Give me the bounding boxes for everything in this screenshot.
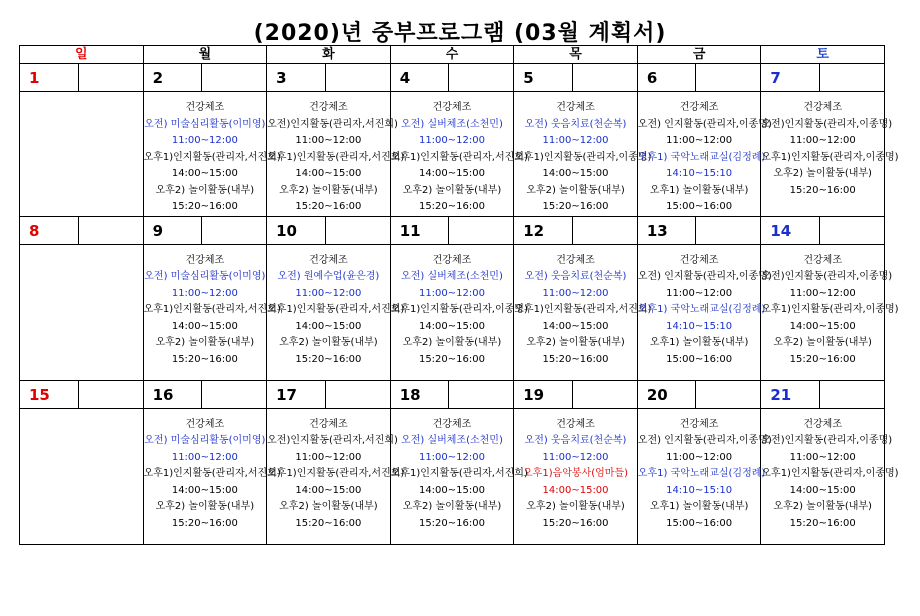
- date-number: 9: [152, 221, 163, 240]
- schedule-line: 오후2) 놀이활동(내부): [402, 501, 502, 512]
- date-cell-inner: [391, 64, 514, 91]
- schedule-lines: [143, 409, 281, 533]
- schedule-line: 건강체조: [556, 418, 595, 430]
- schedule-line: 오후1)인지활동(관리자,서진희): [143, 304, 281, 315]
- date-divider: [325, 381, 390, 408]
- schedule-cell: [637, 244, 772, 380]
- schedule-line: 오전) 미술심리활동(이미영): [144, 271, 266, 282]
- schedule-line: 오후2) 놀이활동(내부): [773, 168, 872, 179]
- date-number: 6: [646, 69, 658, 87]
- schedule-lines: [514, 245, 652, 369]
- schedule-line: 오후1) 놀이활동(내부): [649, 501, 749, 512]
- date-divider: [819, 217, 884, 244]
- schedule-line: 오후1)인지활동(관리자,서진희): [267, 151, 405, 163]
- schedule-cell: [267, 244, 405, 380]
- schedule-line: 오후1) 국악노래교실(김정례): [637, 151, 766, 163]
- date-number: 16: [152, 385, 174, 404]
- date-number: 12: [523, 221, 545, 240]
- schedule-cell: [143, 408, 281, 544]
- weekday-label: 화: [322, 47, 335, 62]
- weekday-label: 금: [692, 47, 706, 62]
- schedule-line: 15:20~16:00: [295, 517, 362, 529]
- schedule-line: 건강체조: [309, 418, 348, 430]
- date-cell: [20, 380, 144, 408]
- schedule-lines: [143, 245, 281, 369]
- schedule-lines: [20, 245, 143, 253]
- schedule-line: 오전) 인지활동(관리자,이종명): [637, 118, 772, 130]
- schedule-lines: [390, 92, 528, 216]
- date-cell-inner: [20, 381, 143, 408]
- schedule-line: 14:00~15:00: [171, 320, 238, 332]
- schedule-line: 건강체조: [803, 102, 842, 113]
- date-cell-inner: [514, 64, 637, 91]
- schedule-line: 오후1) 놀이활동(내부): [649, 337, 749, 348]
- schedule-line: 오후2) 놀이활동(내부): [279, 501, 378, 512]
- date-cell: [637, 380, 761, 408]
- date-number: 13: [646, 221, 668, 240]
- schedule-line: 15:20~16:00: [542, 517, 609, 529]
- date-divider: [695, 64, 760, 91]
- schedule-lines: [267, 92, 405, 216]
- schedule-line: 오후2) 놀이활동(내부): [155, 184, 255, 196]
- date-number: 21: [770, 385, 792, 404]
- date-cell-inner: [638, 64, 761, 91]
- schedule-line: 오전) 인지활동(관리자,이종명): [637, 435, 772, 446]
- schedule-line: 15:20~16:00: [542, 353, 609, 365]
- schedule-line: 11:00~12:00: [542, 451, 609, 463]
- date-divider: [78, 217, 143, 244]
- date-cell: [514, 380, 638, 408]
- schedule-line: 오후2) 놀이활동(내부): [155, 501, 255, 512]
- schedule-line: 건강체조: [803, 254, 842, 266]
- schedule-lines: [20, 409, 143, 417]
- schedule-line: 11:00~12:00: [542, 135, 609, 146]
- schedule-line: 15:20~16:00: [295, 201, 362, 212]
- date-divider: [78, 381, 143, 408]
- date-number: 5: [523, 69, 534, 87]
- schedule-line: 오후1) 놀이활동(내부): [649, 184, 749, 196]
- date-row: [20, 380, 885, 408]
- schedule-line: 오후1)인지활동(관리자,서진희): [390, 151, 528, 163]
- date-number: 7: [770, 69, 781, 87]
- schedule-line: 14:00~15:00: [418, 320, 485, 332]
- date-cell: [143, 64, 267, 92]
- schedule-cell: [390, 408, 528, 544]
- schedule-cell: [390, 244, 528, 380]
- schedule-line: 14:00~15:00: [295, 484, 362, 496]
- schedule-cell: [20, 244, 144, 380]
- schedule-line: 14:00~15:00: [171, 168, 238, 179]
- schedule-line: 오전)인지활동(관리자,이종명): [761, 435, 893, 446]
- schedule-line: 건강체조: [309, 254, 348, 266]
- schedule-line: 건강체조: [679, 102, 719, 113]
- schedule-line: 오전) 미술심리활동(이미영): [144, 118, 266, 130]
- schedule-cell: [20, 408, 144, 544]
- schedule-line: 오전) 실버체조(소천민): [401, 435, 503, 446]
- date-cell: [267, 216, 391, 244]
- weekday-sun: [20, 46, 144, 64]
- schedule-line: 11:00~12:00: [171, 287, 238, 299]
- schedule-line: 14:00~15:00: [418, 484, 485, 496]
- date-divider: [819, 64, 884, 91]
- schedule-line: 14:10~15:10: [666, 484, 733, 496]
- date-divider: [201, 64, 266, 91]
- schedule-lines: [761, 245, 899, 369]
- weekday-label: 일: [75, 47, 88, 62]
- weekday-label: 월: [198, 47, 212, 62]
- date-cell-inner: [638, 381, 761, 408]
- schedule-line: 오전) 원예수업(윤은경): [277, 271, 380, 282]
- schedule-line: 15:20~16:00: [418, 517, 485, 529]
- schedule-lines: [637, 92, 772, 216]
- schedule-lines: [267, 409, 405, 533]
- page-title: (2020)년 중부프로그램 (03월 계획서): [253, 21, 667, 46]
- date-divider: [572, 64, 637, 91]
- date-number: 11: [399, 221, 421, 240]
- schedule-line: 11:00~12:00: [666, 287, 733, 299]
- date-divider: [695, 217, 760, 244]
- schedule-line: 오전) 웃음치료(천순복): [524, 118, 627, 130]
- schedule-cell: [267, 92, 405, 217]
- date-cell: [637, 216, 761, 244]
- date-number: 1: [29, 69, 40, 87]
- date-cell: [143, 216, 267, 244]
- schedule-line: 건강체조: [309, 102, 348, 113]
- schedule-line: 건강체조: [185, 418, 225, 430]
- schedule-line: 오후1) 국악노래교실(김정례): [637, 304, 766, 315]
- schedule-line: 15:20~16:00: [789, 184, 856, 196]
- date-number: 20: [646, 385, 668, 404]
- date-cell: [267, 64, 391, 92]
- schedule-line: 14:00~15:00: [542, 320, 609, 332]
- date-number: 4: [399, 69, 411, 87]
- date-cell-inner: [20, 64, 143, 91]
- schedule-cell: [761, 92, 899, 217]
- schedule-line: 건강체조: [432, 418, 472, 430]
- schedule-line: 11:00~12:00: [418, 135, 485, 146]
- schedule-cell: [267, 408, 405, 544]
- schedule-line: 15:20~16:00: [789, 353, 856, 365]
- weekday-mon: [143, 46, 267, 64]
- date-divider: [201, 217, 266, 244]
- date-number: 8: [29, 221, 40, 240]
- date-number: 15: [29, 385, 50, 404]
- date-cell: [20, 216, 144, 244]
- date-cell-inner: [20, 217, 143, 244]
- schedule-lines: [514, 409, 637, 533]
- schedule-line: 11:00~12:00: [295, 451, 362, 463]
- schedule-line: 오전) 인지활동(관리자,이종명): [637, 271, 772, 282]
- date-divider: [448, 64, 513, 91]
- date-number: 3: [276, 69, 287, 87]
- date-cell: [761, 64, 885, 92]
- weekday-fri: [637, 46, 761, 64]
- schedule-lines: [390, 245, 528, 369]
- date-cell-inner: [761, 217, 884, 244]
- date-cell: [267, 380, 391, 408]
- date-divider: [78, 64, 143, 91]
- schedule-line: 11:00~12:00: [789, 135, 856, 146]
- schedule-line: 15:20~16:00: [171, 201, 238, 212]
- weekday-wed: [390, 46, 514, 64]
- date-cell-inner: [144, 64, 267, 91]
- weekday-label: 목: [569, 47, 582, 62]
- schedule-line: 11:00~12:00: [171, 451, 238, 463]
- date-row: [20, 64, 885, 92]
- date-number: 10: [276, 221, 297, 240]
- schedule-line: 14:00~15:00: [542, 168, 609, 179]
- schedule-line: 14:10~15:10: [666, 168, 733, 179]
- schedule-lines: [390, 409, 528, 533]
- schedule-line: 오후2) 놀이활동(내부): [773, 337, 872, 348]
- date-number: 19: [523, 385, 545, 404]
- schedule-line: 건강체조: [432, 254, 472, 266]
- schedule-line: 오후2) 놀이활동(내부): [526, 501, 625, 512]
- schedule-line: 오전)인지활동(관리자,이종명): [761, 118, 893, 130]
- date-divider: [325, 64, 390, 91]
- date-cell: [637, 64, 761, 92]
- schedule-line: 오전)인지활동(관리자,서진희): [267, 118, 398, 130]
- schedule-line: 11:00~12:00: [171, 135, 238, 146]
- schedule-line: 오후1)인지활동(관리자,이종명): [514, 151, 652, 163]
- schedule-line: 오후2) 놀이활동(내부): [526, 184, 625, 196]
- schedule-line: 오후2) 놀이활동(내부): [402, 184, 502, 196]
- schedule-line: 11:00~12:00: [789, 451, 856, 463]
- schedule-line: 오전)인지활동(관리자,이종명): [761, 271, 893, 282]
- date-number: 18: [399, 385, 421, 404]
- schedule-line: 오후1)인지활동(관리자,서진희): [514, 304, 652, 315]
- schedule-row: [20, 408, 885, 544]
- schedule-line: 14:00~15:00: [418, 168, 485, 179]
- date-cell: [390, 380, 514, 408]
- schedule-row: [20, 92, 885, 217]
- schedule-cell: [761, 244, 899, 380]
- schedule-line: 오전) 미술심리활동(이미영): [144, 435, 266, 446]
- schedule-cell: [761, 408, 899, 544]
- schedule-line: 14:00~15:00: [171, 484, 238, 496]
- schedule-line: 오후2) 놀이활동(내부): [402, 337, 502, 348]
- date-divider: [572, 217, 637, 244]
- schedule-lines: [20, 92, 143, 100]
- schedule-line: 14:10~15:10: [666, 320, 733, 332]
- schedule-line: 11:00~12:00: [789, 287, 856, 299]
- date-divider: [819, 381, 884, 408]
- schedule-lines: [514, 92, 652, 216]
- schedule-line: 11:00~12:00: [295, 287, 362, 299]
- schedule-row: [20, 244, 885, 380]
- schedule-line: 오전) 웃음치료(천순복): [524, 435, 627, 446]
- date-cell: [143, 380, 267, 408]
- schedule-line: 오후2) 놀이활동(내부): [155, 337, 255, 348]
- schedule-line: 15:20~16:00: [418, 201, 485, 212]
- date-cell: [390, 216, 514, 244]
- schedule-cell: [20, 92, 144, 217]
- date-cell-inner: [514, 217, 637, 244]
- schedule-cell: [637, 408, 772, 544]
- schedule-line: 15:00~16:00: [666, 353, 733, 365]
- date-cell-inner: [144, 381, 267, 408]
- date-cell-inner: [391, 381, 514, 408]
- schedule-line: 오후1)인지활동(관리자,이종명): [761, 151, 899, 163]
- date-divider: [572, 381, 637, 408]
- date-divider: [695, 381, 760, 408]
- date-divider: [448, 217, 513, 244]
- schedule-line: 오후1)음악봉사(엄마들): [523, 468, 629, 479]
- date-cell: [20, 64, 144, 92]
- date-cell: [761, 380, 885, 408]
- calendar-body: [20, 64, 899, 545]
- schedule-line: 11:00~12:00: [418, 287, 485, 299]
- date-cell: [514, 216, 638, 244]
- date-divider: [448, 381, 513, 408]
- schedule-line: 15:20~16:00: [295, 353, 362, 365]
- date-cell-inner: [514, 381, 637, 408]
- date-number: 2: [152, 69, 163, 87]
- schedule-lines: [143, 92, 281, 216]
- schedule-line: 오후2) 놀이활동(내부): [279, 337, 378, 348]
- date-cell-inner: [761, 64, 884, 91]
- date-number: 17: [276, 385, 297, 404]
- schedule-line: 건강체조: [556, 254, 595, 266]
- schedule-lines: [761, 409, 899, 533]
- schedule-line: 오후1)인지활동(관리자,이종명): [390, 304, 528, 315]
- schedule-lines: [761, 92, 899, 199]
- schedule-line: 오전) 실버체조(소천민): [401, 271, 503, 282]
- schedule-line: 11:00~12:00: [666, 451, 733, 463]
- date-cell-inner: [761, 381, 884, 408]
- date-cell: [390, 64, 514, 92]
- schedule-line: 오후1)인지활동(관리자,이종명): [761, 468, 899, 479]
- date-cell-inner: [267, 64, 390, 91]
- schedule-line: 건강체조: [185, 102, 225, 113]
- schedule-line: 15:20~16:00: [542, 201, 609, 212]
- weekday-thu: [514, 46, 638, 64]
- schedule-line: 건강체조: [185, 254, 225, 266]
- schedule-line: 오후1)인지활동(관리자,서진희): [143, 468, 281, 479]
- schedule-line: 건강체조: [679, 418, 719, 430]
- schedule-line: 14:00~15:00: [295, 320, 362, 332]
- schedule-line: 오후1)인지활동(관리자,서진희): [267, 468, 405, 479]
- schedule-line: 오후2) 놀이활동(내부): [279, 184, 378, 196]
- schedule-line: 오후2) 놀이활동(내부): [773, 501, 872, 512]
- date-cell-inner: [267, 381, 390, 408]
- schedule-cell: [514, 92, 652, 217]
- schedule-line: 오후1)인지활동(관리자,서진희): [390, 468, 528, 479]
- schedule-line: 14:00~15:00: [542, 484, 609, 496]
- schedule-line: 오후2) 놀이활동(내부): [526, 337, 625, 348]
- weekday-sat: [761, 46, 885, 64]
- schedule-line: 11:00~12:00: [542, 287, 609, 299]
- schedule-line: 건강체조: [432, 102, 472, 113]
- schedule-line: 15:20~16:00: [171, 517, 238, 529]
- schedule-line: 15:00~16:00: [666, 201, 733, 212]
- schedule-line: 오후1)인지활동(관리자,서진희): [143, 151, 281, 163]
- schedule-line: 오전)인지활동(관리자,서진희): [267, 435, 398, 446]
- date-number: 14: [770, 221, 792, 240]
- schedule-line: 오후1)인지활동(관리자,이종명): [761, 304, 899, 315]
- date-cell-inner: [391, 217, 514, 244]
- schedule-line: 오후1)인지활동(관리자,서진희): [267, 304, 405, 315]
- date-row: [20, 216, 885, 244]
- schedule-cell: [143, 92, 281, 217]
- schedule-cell: [514, 244, 652, 380]
- schedule-cell: [390, 92, 528, 217]
- schedule-line: 11:00~12:00: [666, 135, 733, 146]
- schedule-line: 오전) 웃음치료(천순복): [524, 271, 627, 282]
- schedule-line: 건강체조: [803, 418, 842, 430]
- schedule-lines: [637, 245, 772, 369]
- schedule-line: 14:00~15:00: [295, 168, 362, 179]
- schedule-line: 건강체조: [679, 254, 719, 266]
- date-cell-inner: [144, 217, 267, 244]
- schedule-line: 11:00~12:00: [418, 451, 485, 463]
- weekday-header-row: [20, 46, 885, 64]
- schedule-line: 건강체조: [556, 102, 595, 113]
- schedule-cell: [143, 244, 281, 380]
- date-divider: [201, 381, 266, 408]
- schedule-cell: [514, 408, 638, 544]
- date-cell-inner: [638, 217, 761, 244]
- date-cell: [761, 216, 885, 244]
- schedule-line: 14:00~15:00: [789, 484, 856, 496]
- schedule-line: 15:00~16:00: [666, 517, 733, 529]
- schedule-line: 15:20~16:00: [171, 353, 238, 365]
- date-cell: [514, 64, 638, 92]
- schedule-lines: [637, 409, 772, 533]
- schedule-line: 오전) 실버체조(소천민): [401, 118, 503, 130]
- date-divider: [325, 217, 390, 244]
- weekday-label: 수: [445, 47, 459, 62]
- schedule-lines: [267, 245, 405, 369]
- weekday-tue: [267, 46, 391, 64]
- schedule-line: 15:20~16:00: [789, 517, 856, 529]
- schedule-cell: [637, 92, 772, 217]
- date-cell-inner: [267, 217, 390, 244]
- schedule-line: 14:00~15:00: [789, 320, 856, 332]
- schedule-line: 11:00~12:00: [295, 135, 362, 146]
- schedule-line: 15:20~16:00: [418, 353, 485, 365]
- calendar-table: [19, 45, 899, 545]
- schedule-line: 오후1) 국악노래교실(김정례): [637, 468, 766, 479]
- weekday-label: 토: [816, 47, 829, 62]
